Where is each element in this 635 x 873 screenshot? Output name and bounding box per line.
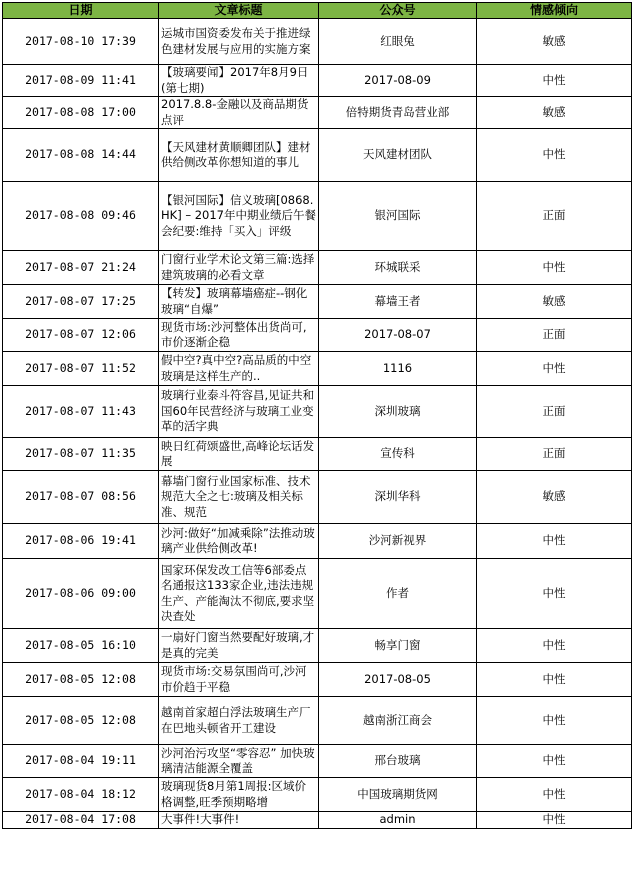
- row-account: 宣传科: [319, 438, 477, 471]
- row-account: 银河国际: [319, 182, 477, 251]
- row-sentiment: 中性: [477, 745, 632, 778]
- row-sentiment: 正面: [477, 386, 632, 438]
- row-date: 2017-08-06 09:00: [3, 559, 159, 629]
- table-row[interactable]: [3, 97, 632, 129]
- row-title: 玻璃行业泰斗符容昌,见证共和国60年民营经济与玻璃工业变革的活字典: [159, 386, 319, 438]
- row-date: 2017-08-08 14:44: [3, 129, 159, 182]
- table-row[interactable]: [3, 65, 632, 97]
- row-account: 中国玻璃期货网: [319, 778, 477, 812]
- table-row[interactable]: [3, 182, 632, 251]
- row-date: 2017-08-09 11:41: [3, 65, 159, 97]
- table-row[interactable]: [3, 438, 632, 471]
- row-date: 2017-08-07 08:56: [3, 471, 159, 524]
- article-table: [2, 2, 632, 829]
- row-title: 现货市场:交易氛围尚可,沙河市价趋于平稳: [159, 663, 319, 697]
- table-row[interactable]: [3, 285, 632, 319]
- row-sentiment: 中性: [477, 663, 632, 697]
- row-account: 倍特期货青岛营业部: [319, 97, 477, 129]
- row-sentiment: 中性: [477, 812, 632, 829]
- header-title[interactable]: 文章标题: [159, 3, 319, 19]
- row-title: 假中空?真中空?高品质的中空玻璃是这样生产的..: [159, 352, 319, 386]
- row-title: 沙河:做好“加减乘除”法推动玻璃产业供给侧改革!: [159, 524, 319, 559]
- row-sentiment: 敏感: [477, 19, 632, 65]
- row-title: 门窗行业学术论文第三篇:选择建筑玻璃的必看文章: [159, 251, 319, 285]
- row-account: 红眼兔: [319, 19, 477, 65]
- table-row[interactable]: [3, 251, 632, 285]
- row-account: 作者: [319, 559, 477, 629]
- table-row[interactable]: [3, 352, 632, 386]
- row-date: 2017-08-08 09:46: [3, 182, 159, 251]
- row-account: 2017-08-05: [319, 663, 477, 697]
- table-row[interactable]: [3, 471, 632, 524]
- row-sentiment: 中性: [477, 352, 632, 386]
- row-date: 2017-08-07 17:25: [3, 285, 159, 319]
- table-row[interactable]: [3, 19, 632, 65]
- row-account: 2017-08-07: [319, 319, 477, 352]
- row-title: 幕墙门窗行业国家标准、技术规范大全之七:玻璃及相关标准、规范: [159, 471, 319, 524]
- row-title: 大事件!大事件!: [159, 812, 319, 829]
- table-row[interactable]: [3, 559, 632, 629]
- row-sentiment: 中性: [477, 697, 632, 745]
- table-body: [3, 19, 632, 829]
- row-account: 天风建材团队: [319, 129, 477, 182]
- row-account: 畅享门窗: [319, 629, 477, 663]
- table-row[interactable]: [3, 319, 632, 352]
- row-account: 越南浙江商会: [319, 697, 477, 745]
- row-title: 【玻璃要闻】2017年8月9日(第七期): [159, 65, 319, 97]
- row-date: 2017-08-06 19:41: [3, 524, 159, 559]
- header-row: [3, 3, 632, 19]
- row-title: 【天风建材黄顺卿团队】建材供给侧改革你想知道的事儿: [159, 129, 319, 182]
- table-row[interactable]: [3, 129, 632, 182]
- row-date: 2017-08-05 12:08: [3, 697, 159, 745]
- row-account: 深圳华科: [319, 471, 477, 524]
- row-date: 2017-08-08 17:00: [3, 97, 159, 129]
- row-date: 2017-08-07 21:24: [3, 251, 159, 285]
- row-sentiment: 敏感: [477, 471, 632, 524]
- row-title: 运城市国资委发布关于推进绿色建材发展与应用的实施方案: [159, 19, 319, 65]
- row-sentiment: 中性: [477, 524, 632, 559]
- row-title: 映日红荷颂盛世,高峰论坛话发展: [159, 438, 319, 471]
- row-account: 1116: [319, 352, 477, 386]
- row-date: 2017-08-04 19:11: [3, 745, 159, 778]
- header-date[interactable]: 日期: [3, 3, 159, 19]
- row-account: admin: [319, 812, 477, 829]
- table-row[interactable]: [3, 629, 632, 663]
- row-title: 国家环保发改工信等6部委点名通报这133家企业,违法违规生产、产能淘汰不彻底,要求坚决查处: [159, 559, 319, 629]
- row-sentiment: 中性: [477, 778, 632, 812]
- row-sentiment: 正面: [477, 319, 632, 352]
- row-account: 沙河新视界: [319, 524, 477, 559]
- row-date: 2017-08-07 11:35: [3, 438, 159, 471]
- table-row[interactable]: [3, 386, 632, 438]
- header-account[interactable]: 公众号: [319, 3, 477, 19]
- row-date: 2017-08-05 16:10: [3, 629, 159, 663]
- row-date: 2017-08-07 11:52: [3, 352, 159, 386]
- row-title: 越南首家超白浮法玻璃生产厂在巴地头顿省开工建设: [159, 697, 319, 745]
- row-date: 2017-08-04 18:12: [3, 778, 159, 812]
- header-sentiment[interactable]: 情感倾向: [477, 3, 632, 19]
- row-account: 2017-08-09: [319, 65, 477, 97]
- row-title: 现货市场:沙河整体出货尚可,市价逐渐企稳: [159, 319, 319, 352]
- row-title: 一扇好门窗当然要配好玻璃,才是真的完美: [159, 629, 319, 663]
- row-account: 邢台玻璃: [319, 745, 477, 778]
- table-row[interactable]: [3, 745, 632, 778]
- row-date: 2017-08-10 17:39: [3, 19, 159, 65]
- row-sentiment: 正面: [477, 438, 632, 471]
- table-row[interactable]: [3, 812, 632, 829]
- row-title: 2017.8.8-金融以及商品期货点评: [159, 97, 319, 129]
- row-account: 幕墙王者: [319, 285, 477, 319]
- row-date: 2017-08-05 12:08: [3, 663, 159, 697]
- table-row[interactable]: [3, 697, 632, 745]
- row-sentiment: 敏感: [477, 285, 632, 319]
- row-account: 环城联采: [319, 251, 477, 285]
- row-sentiment: 敏感: [477, 97, 632, 129]
- table-row[interactable]: [3, 778, 632, 812]
- row-date: 2017-08-07 12:06: [3, 319, 159, 352]
- row-title: 玻璃现货8月第1周报:区域价格调整,旺季预期略增: [159, 778, 319, 812]
- row-date: 2017-08-04 17:08: [3, 812, 159, 829]
- table-row[interactable]: [3, 663, 632, 697]
- row-sentiment: 中性: [477, 251, 632, 285]
- row-sentiment: 中性: [477, 559, 632, 629]
- table-row[interactable]: [3, 524, 632, 559]
- row-sentiment: 中性: [477, 129, 632, 182]
- row-title: 【转发】玻璃幕墙癌症--钢化玻璃“自爆”: [159, 285, 319, 319]
- row-sentiment: 中性: [477, 65, 632, 97]
- row-sentiment: 中性: [477, 629, 632, 663]
- row-account: 深圳玻璃: [319, 386, 477, 438]
- row-date: 2017-08-07 11:43: [3, 386, 159, 438]
- row-sentiment: 正面: [477, 182, 632, 251]
- row-title: 【银河国际】信义玻璃[0868.HK] – 2017年中期业绩后午餐会纪要:维持「买入」评级: [159, 182, 319, 251]
- row-title: 沙河治污攻坚“零容忍” 加快玻璃清洁能源全覆盖: [159, 745, 319, 778]
